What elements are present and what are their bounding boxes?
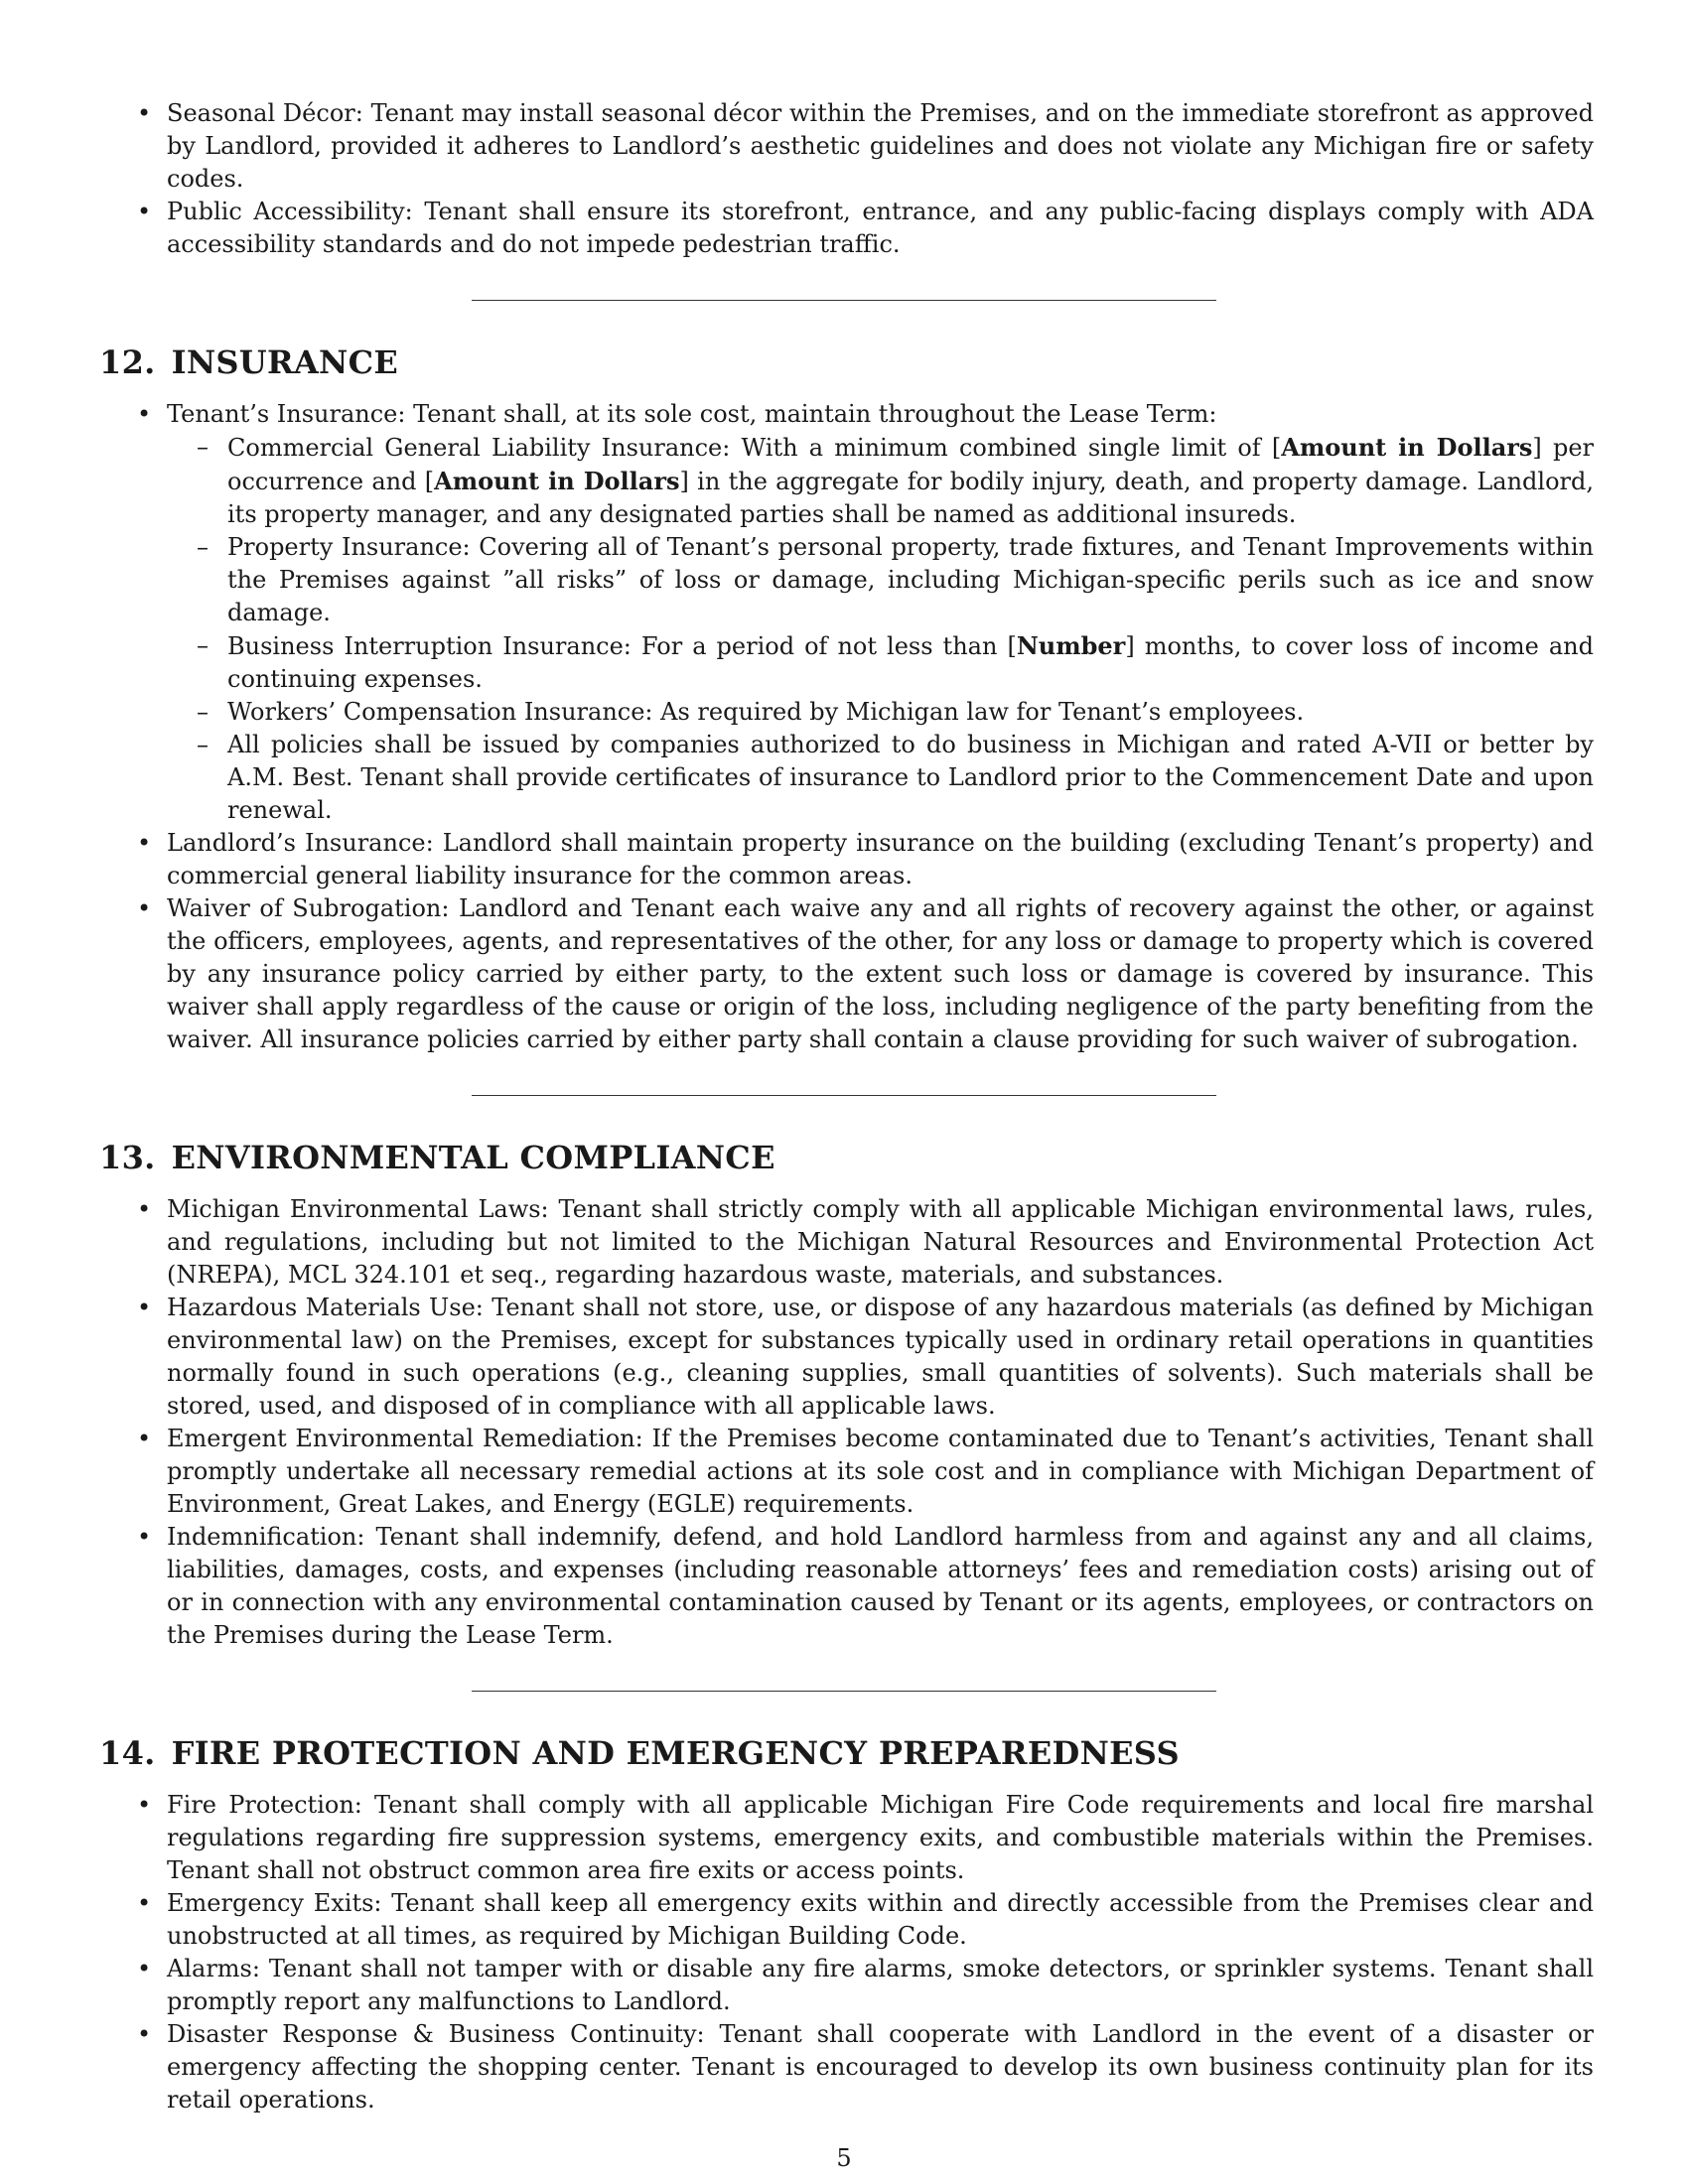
continued-list xyxy=(99,97,1594,261)
tenant-insurance-sublist xyxy=(167,431,1594,827)
list-item: • Indemnification: Tenant shall indemnify, defend, and hold Landlord harmless from and against any and all claims, liabilities, damages, costs, and expenses (including reasonable attorneys’ fees and remediation costs) arising out of or in connection with any environmental contamination caused by Tenant or its agents, employees, or contractors on the Premises during the Lease Term. xyxy=(167,1521,1594,1652)
list-item: • Michigan Environmental Laws: Tenant shall strictly comply with all applicable Michigan environmental laws, rules, and regulations, including but not limited to the Michigan Natural Resources and Environmental Protection Act (NREPA), MCL 324.101 et seq., regarding hazardous waste, materials, and substances. xyxy=(167,1193,1594,1292)
list-item: • Hazardous Materials Use: Tenant shall not store, use, or dispose of any hazardous materials (as defined by Michigan environmental law) on the Premises, except for substances typically used in ordinary retail operations in quantities normally found in such operations (e.g., cleaning supplies, small quantities of solvents). Such materials shall be stored, used, and disposed of in compliance with all applicable laws. xyxy=(167,1292,1594,1423)
section-heading-environmental xyxy=(99,1138,1594,1177)
text-segment: in the aggregate for bodily injury, death, and property damage. Landlord, its property manager, and any designated parties shall be named as additional insureds. xyxy=(227,468,1594,528)
fire-protection-list xyxy=(99,1789,1594,2116)
section-divider xyxy=(472,1095,1216,1096)
text-segment: Business Interruption Insurance: For a period of not less than xyxy=(227,632,1008,660)
list-item: • Disaster Response & Business Continuity: Tenant shall cooperate with Landlord in the event of a disaster or emergency affecting the shopping center. Tenant is encouraged to develop its own business continuity plan for its retail operations. xyxy=(167,2018,1594,2116)
list-item-text: Tenant’s Insurance: Tenant shall, at its sole cost, maintain throughout the Lease Term: xyxy=(167,400,1217,428)
environmental-list xyxy=(99,1193,1594,1652)
list-item: • Public Accessibility: Tenant shall ensure its storefront, entrance, and any public-facing displays comply with ADA accessibility standards and do not impede pedestrian traffic. xyxy=(167,196,1594,261)
list-item-tenant-insurance xyxy=(167,398,1594,827)
list-item: • Alarms: Tenant shall not tamper with or disable any fire alarms, smoke detectors, or sprinkler systems. Tenant shall promptly report any malfunctions to Landlord. xyxy=(167,1953,1594,2018)
list-item-landlord-insurance: • Landlord’s Insurance: Landlord shall maintain property insurance on the building (excluding Tenant’s property) and commercial general liability insurance for the common areas. xyxy=(167,827,1594,892)
section-number: 13. xyxy=(99,1139,156,1176)
sublist-item-business-interruption: – Business Interruption Insurance: For a period of not less than [Number] months, to cover loss of income and continuing expenses. xyxy=(227,629,1594,696)
page-content xyxy=(99,97,1594,2116)
list-item: • Emergent Environmental Remediation: If the Premises become contaminated due to Tenant’s activities, Tenant shall promptly undertake all necessary remedial actions at its sole cost and in compliance with Michigan Department of Environment, Great Lakes, and Energy (EGLE) requirements. xyxy=(167,1423,1594,1521)
text-segment: months, to cover loss of income and continuing expenses. xyxy=(227,632,1594,693)
section-divider xyxy=(472,1691,1216,1692)
section-divider xyxy=(472,300,1216,301)
placeholder-amount: Amount in Dollars xyxy=(434,467,680,495)
text-segment: per occurrence and xyxy=(227,434,1595,495)
section-title: ENVIRONMENTAL COMPLIANCE xyxy=(171,1139,775,1176)
section-number: 12. xyxy=(99,343,156,381)
section-title: FIRE PROTECTION AND EMERGENCY PREPAREDNESS xyxy=(171,1734,1180,1772)
section-title: INSURANCE xyxy=(171,343,399,381)
insurance-list xyxy=(99,398,1594,1056)
placeholder-number: Number xyxy=(1016,631,1126,660)
section-number: 14. xyxy=(99,1734,156,1772)
sublist-item-workers-comp: – Workers’ Compensation Insurance: As required by Michigan law for Tenant’s employees. xyxy=(227,696,1594,729)
section-heading-insurance xyxy=(99,342,1594,382)
page-number: 5 xyxy=(836,2144,852,2172)
sublist-item-property: – Property Insurance: Covering all of Tenant’s personal property, trade fixtures, and Tenant Improvements within the Premises against ”all risks” of loss or damage, including Michigan-specific perils such as ice and snow damage. xyxy=(227,531,1594,629)
list-item: • Emergency Exits: Tenant shall keep all emergency exits within and directly accessible from the Premises clear and unobstructed at all times, as required by Michigan Building Code. xyxy=(167,1887,1594,1953)
placeholder-amount: Amount in Dollars xyxy=(1281,433,1533,462)
list-item: • Seasonal Décor: Tenant may install seasonal décor within the Premises, and on the immediate storefront as approved by Landlord, provided it adheres to Landlord’s aesthetic guidelines and does not violate any Michigan fire or safety codes. xyxy=(167,97,1594,196)
list-item: • Fire Protection: Tenant shall comply with all applicable Michigan Fire Code requirements and local fire marshal regulations regarding fire suppression systems, emergency exits, and combustible materials within the Premises. Tenant shall not obstruct common area fire exits or access points. xyxy=(167,1789,1594,1887)
text-segment: Commercial General Liability Insurance: With a minimum combined single limit of xyxy=(227,434,1272,462)
list-item-waiver: • Waiver of Subrogation: Landlord and Tenant each waive any and all rights of recovery against the other, or against the officers, employees, agents, and representatives of the other, for any loss or damage to property which is covered by any insurance policy carried by either party, to the extent such loss or damage is covered by insurance. This waiver shall apply regardless of the cause or origin of the loss, including negligence of the party benefiting from the waiver. All insurance policies carried by either party shall contain a clause providing for such waiver of subrogation. xyxy=(167,892,1594,1056)
sublist-item-cgl: – Commercial General Liability Insurance: With a minimum combined single limit of [Amount in Dollars] per occurrence and [Amount in Dollars] in the aggregate for bodily injury, death, and property damage. Landlord, its property manager, and any designated parties shall be named as additional insureds. xyxy=(227,431,1594,531)
section-heading-fire-protection xyxy=(99,1733,1594,1773)
sublist-item-policies: – All policies shall be issued by companies authorized to do business in Michigan and rated A-VII or better by A.M. Best. Tenant shall provide certificates of insurance to Landlord prior to the Commencement Date and upon renewal. xyxy=(227,729,1594,827)
